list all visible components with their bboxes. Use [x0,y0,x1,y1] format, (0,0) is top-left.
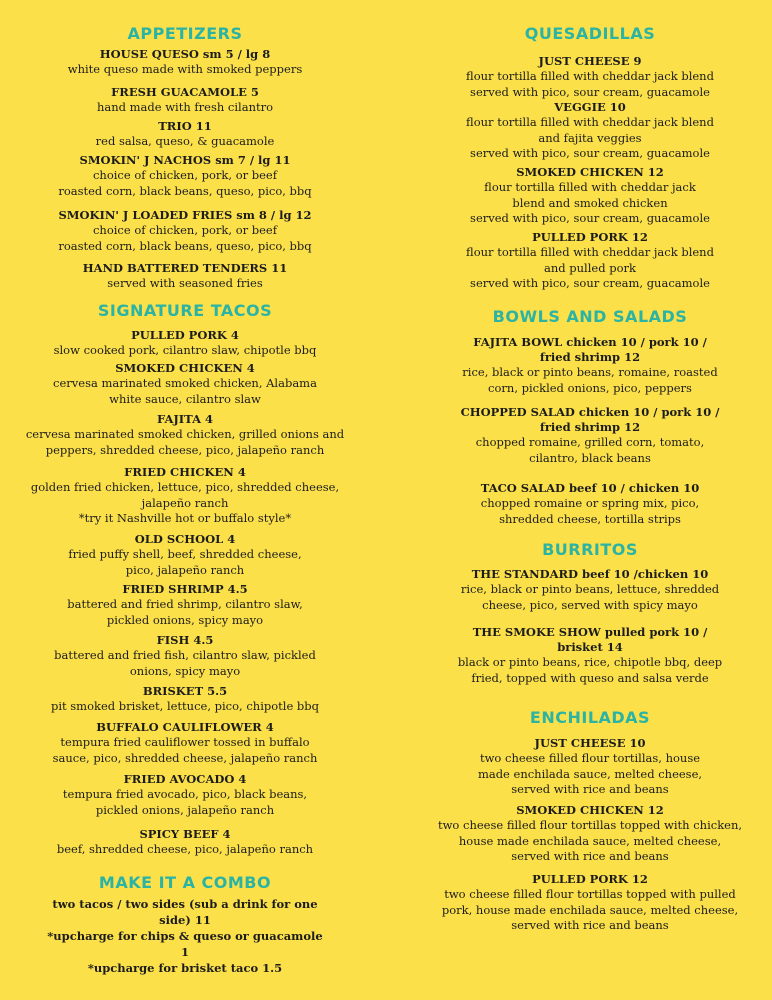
item-desc: corn, pickled onions, pico, peppers [488,380,692,395]
item-desc: and fajita veggies [538,130,642,145]
combo-line: side) 11 [159,913,211,927]
menu-item-tenders [20,261,350,292]
item-desc: rice, black or pinto beans, lettuce, shredded [460,582,720,596]
menu-item-brisket-taco [20,684,350,715]
item-desc: rice, black or pinto beans, romaine, roasted [462,365,718,379]
item-desc: chopped romaine, grilled corn, tomato, [475,435,705,449]
quesadillas-heading: QUESADILLAS [524,24,656,43]
item-desc: pickled onions, jalapeño ranch [95,802,275,817]
item-desc: beef, shredded cheese, pico, jalapeño ranch [56,842,314,856]
appetizers-heading: APPETIZERS [127,24,243,43]
item-desc: blend and smoked chicken [512,195,668,210]
item-desc: chopped romaine or spring mix, pico, [480,496,700,510]
menu-item-veggie-quesadilla [425,100,755,162]
menu-item-smoked-chicken-enchilada [425,803,755,865]
item-title: PULLED PORK 12 [532,872,648,886]
item-title: FRESH GUACAMOLE 5 [111,85,259,99]
menu-item-smoked-chicken-taco [20,361,350,407]
combo-heading: MAKE IT A COMBO [98,873,272,892]
menu-item-old-school-taco [20,532,350,578]
menu-item-smoked-chicken-quesadilla [425,165,755,227]
item-desc: *try it Nashville hot or buffalo style* [78,511,292,525]
item-title: brisket 14 [557,640,623,654]
item-desc: jalapeño ranch [141,495,229,510]
menu-item-just-cheese-enchilada [425,736,755,798]
item-title: SPICY BEEF 4 [139,827,231,841]
menu-item-pulled-pork-enchilada [425,872,755,934]
combo-line: *upcharge for brisket taco 1.5 [87,961,283,975]
item-desc: served with pico, sour cream, guacamole [470,276,710,290]
item-title: TACO SALAD beef 10 / chicken 10 [480,481,700,495]
bowls-heading: BOWLS AND SALADS [492,307,688,326]
item-title: FRIED AVOCADO 4 [123,772,247,786]
item-desc: pork, house made enchilada sauce, melted cheese, [441,902,739,917]
item-title: JUST CHEESE 10 [534,736,646,750]
item-desc: black or pinto beans, rice, chipotle bbq, deep [457,655,723,669]
item-desc: served with pico, sour cream, guacamole [470,84,710,99]
item-desc: house made enchilada sauce, melted cheese, [458,833,722,848]
tacos-heading: SIGNATURE TACOS [97,301,273,320]
item-desc: white sauce, cilantro slaw [109,391,261,406]
item-desc: shredded cheese, tortilla strips [499,511,681,526]
menu-item-chopped-salad [425,405,755,466]
item-title: VEGGIE 10 [554,100,626,114]
item-title: BUFFALO CAULIFLOWER 4 [96,720,274,734]
item-desc: golden fried chicken, lettuce, pico, shredded cheese, [30,480,340,494]
item-title: SMOKED CHICKEN 12 [516,165,664,179]
item-title: BRISKET 5.5 [142,684,228,698]
menu-item-taco-salad [425,481,755,527]
item-desc: slow cooked pork, cilantro slaw, chipotle bbq [53,343,317,357]
item-title: SMOKED CHICKEN 4 [115,361,255,375]
combo-line: 1 [180,945,189,959]
item-desc: served with rice and beans [511,918,669,932]
item-desc: tempura fried cauliflower tossed in buffalo [60,735,310,749]
combo-line: *upcharge for chips & queso or guacamole [47,929,323,943]
menu-item-spicy-beef-taco [20,827,350,858]
menu-item-just-cheese-quesadilla [425,54,755,100]
item-title: FRIED SHRIMP 4.5 [122,582,248,596]
menu-item-fresh-guacamole [20,85,350,116]
item-desc: pico, jalapeño ranch [125,562,245,577]
item-title: HOUSE QUESO sm 5 / lg 8 [99,47,271,61]
item-title: FAJITA 4 [156,412,214,426]
item-desc: cervesa marinated smoked chicken, Alabama [53,376,317,390]
menu-item-fajita-bowl [425,335,755,396]
item-desc: flour tortilla filled with cheddar jack blend [466,245,714,259]
item-desc: and pulled pork [544,260,636,275]
item-desc: served with pico, sour cream, guacamole [470,146,710,160]
item-desc: white queso made with smoked peppers [67,62,303,76]
item-desc: two cheese filled flour tortillas topped with pulled [444,887,736,901]
item-desc: roasted corn, black beans, queso, pico, bbq [58,183,312,198]
menu-item-fajita-taco [20,412,350,458]
item-desc: cilantro, black beans [529,450,651,465]
menu-item-the-standard [425,567,755,613]
item-desc: two cheese filled flour tortillas, house [479,751,701,765]
item-title: FAJITA BOWL chicken 10 / pork 10 / [473,335,707,349]
menu-item-pulled-pork-quesadilla [425,230,755,292]
item-desc: served with rice and beans [511,782,669,796]
item-desc: pit smoked brisket, lettuce, pico, chipotle bbq [50,699,320,713]
item-title: HAND BATTERED TENDERS 11 [82,261,288,275]
item-desc: cheese, pico, served with spicy mayo [482,597,698,612]
item-desc: cervesa marinated smoked chicken, grilled onions and [25,427,345,441]
item-title: fried shrimp 12 [539,350,641,364]
item-desc: tempura fried avocado, pico, black beans, [62,787,308,801]
item-desc: choice of chicken, pork, or beef [92,223,277,237]
menu-item-buffalo-cauliflower-taco [20,720,350,766]
item-title: FISH 4.5 [156,633,214,647]
menu-item-fried-shrimp-taco [20,582,350,628]
item-title: SMOKIN' J LOADED FRIES sm 8 / lg 12 [58,208,312,222]
item-desc: choice of chicken, pork, or beef [92,168,277,182]
enchiladas-heading: ENCHILADAS [529,708,651,727]
menu-item-loaded-fries [20,208,350,254]
menu-item-fried-avocado-taco [20,772,350,818]
item-desc: hand made with fresh cilantro [96,100,274,114]
menu-item-house-queso [20,47,350,78]
item-desc: battered and fried fish, cilantro slaw, pickled [54,648,316,662]
item-desc: battered and fried shrimp, cilantro slaw, [67,597,303,611]
item-desc: pickled onions, spicy mayo [106,612,264,627]
menu-item-nachos [20,153,350,199]
menu-item-pulled-pork-taco [20,328,350,359]
item-desc: two cheese filled flour tortillas topped with chicken, [437,818,743,832]
item-desc: red salsa, queso, & guacamole [95,134,275,148]
item-title: TRIO 11 [158,119,212,133]
item-desc: onions, spicy mayo [129,663,241,678]
item-desc: roasted corn, black beans, queso, pico, bbq [58,238,312,253]
item-desc: made enchilada sauce, melted cheese, [477,766,703,781]
item-title: OLD SCHOOL 4 [134,532,236,546]
item-title: SMOKED CHICKEN 12 [516,803,664,817]
item-title: FRIED CHICKEN 4 [124,465,246,479]
item-title: PULLED PORK 4 [131,328,239,342]
menu-item-trio [20,119,350,150]
burritos-heading: BURRITOS [542,540,638,559]
item-desc: flour tortilla filled with cheddar jack [484,180,696,194]
item-desc: served with pico, sour cream, guacamole [470,211,710,225]
menu-item-fried-chicken-taco [20,465,350,527]
item-title: PULLED PORK 12 [532,230,648,244]
item-desc: peppers, shredded cheese, pico, jalapeño ranch [45,442,325,457]
item-title: fried shrimp 12 [539,420,641,434]
combo-details [20,896,350,976]
item-desc: sauce, pico, shredded cheese, jalapeño ranch [52,750,318,765]
item-title: THE SMOKE SHOW pulled pork 10 / [472,625,708,639]
item-title: JUST CHEESE 9 [538,54,642,68]
item-desc: fried, topped with queso and salsa verde [471,670,709,685]
item-desc: served with rice and beans [511,849,669,863]
item-desc: fried puffy shell, beef, shredded cheese, [68,547,302,561]
item-desc: flour tortilla filled with cheddar jack blend [466,69,714,83]
item-desc: flour tortilla filled with cheddar jack blend [466,115,714,129]
combo-line: two tacos / two sides (sub a drink for one [52,897,318,911]
item-title: SMOKIN' J NACHOS sm 7 / lg 11 [79,153,291,167]
item-desc: served with seasoned fries [107,276,263,290]
menu-item-the-smoke-show [425,625,755,686]
item-title: THE STANDARD beef 10 /chicken 10 [471,567,709,581]
item-title: CHOPPED SALAD chicken 10 / pork 10 / [460,405,720,419]
menu-item-fish-taco [20,633,350,679]
